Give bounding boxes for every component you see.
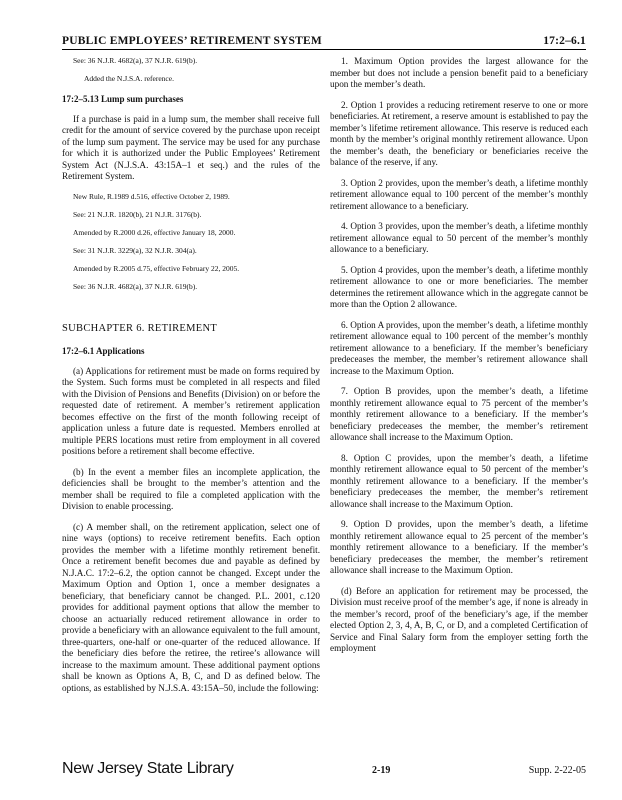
page-footer bbox=[62, 760, 586, 778]
option-a: 6. Option A provides, upon the member’s death, a lifetime monthly retirement allowance equal to 100 percent of the member’s monthly retirement allowance to a beneficiary. If the member’s beneficiary predeceases the member, the member’s retirement allowance shall increase to the Maximum Option. bbox=[330, 319, 588, 376]
paragraph-c: (c) A member shall, on the retirement application, select one of nine ways (options) to receive retirement benefits. Each option provides the member with a lifetime monthly retirement benefit. Once a retirement benefit becomes due and payable as defined by N.J.A.C. 17:2–6.2, the option cannot be changed. Except under the Maximum Option and Option 1, once a member designates a beneficiary, that beneficiary cannot be changed. P.L. 2001, c.120 provides for additional payment options that allow the member to choose an actuarially reduced retirement allowance in order to provide a beneficiary with an allowance equivalent to the full amount, three-quarters, one-half or one-quarter of the reduced allowance. If the beneficiary dies before the retiree, the retiree’s allowance will increase to the maximum amount. These additional payment options shall be known as Options A, B, C, and D as defined below. The options, as established by N.J.S.A. 43:15A–50, include the following: bbox=[62, 521, 320, 693]
subchapter-heading: SUBCHAPTER 6. RETIREMENT bbox=[62, 322, 218, 334]
history-line: New Rule, R.1989 d.516, effective October 2, 1989. bbox=[73, 191, 230, 201]
option-2: 3. Option 2 provides, upon the member’s death, a lifetime monthly retirement allowance equal to 100 percent of the member’s monthly retirement allowance to a beneficiary. bbox=[330, 177, 588, 211]
library-stamp: New Jersey State Library bbox=[62, 760, 234, 777]
paragraph-d: (d) Before an application for retirement may be processed, the Division must receive proof of the member’s age, if none is already in the member’s record, proof of the beneficiary’s age, if the member elected Option 2, 3, 4, A, B, C, or D, and a completed Certification of Service and Final Salary form from the employer setting forth the employment bbox=[330, 585, 588, 653]
history-notes bbox=[62, 192, 320, 291]
option-maximum: 1. Maximum Option provides the largest allowance for the member but does not include a pension benefit paid to a beneficiary upon the member’s death. bbox=[330, 56, 588, 89]
running-header bbox=[62, 35, 586, 50]
option-1: 2. Option 1 provides a reducing retirement reserve to one or more beneficiaries. At retirement, a reserve amount is established to pay the member’s lifetime retirement allowance. This reserve is reduced each month by the member’s original monthly retirement allowance. Upon the member’s death, the beneficiary or beneficiaries receive the balance of the reserve, if any. bbox=[330, 99, 588, 167]
paragraph-a: (a) Applications for retirement must be made on forms required by the System. Such forms must be completed in all respects and filed with the Division of Pensions and Benefits (Division) on or before the requested date of retirement. A member’s retirement application becomes effective on the first of the month following receipt of application unless a future date is requested. Members enrolled at multiple PERS locations must retire from employment in all covered positions before a retirement shall become effective. bbox=[62, 365, 320, 456]
section-5-13-text: If a purchase is paid in a lump sum, the member shall receive full credit for the amount of service covered by the purchase upon receipt of the lump sum payment. The service may be used for any purchase for which it is authorized under the Public Employees’ Retirement System Act (N.J.S.A. 43:15A–1 et seq.) and the rules of the Retirement System. bbox=[62, 113, 320, 181]
section-heading-6-1: 17:2–6.1 Applications bbox=[62, 346, 145, 356]
source-note: See: 36 N.J.R. 4682(a), 37 N.J.R. 619(b). bbox=[73, 56, 198, 65]
history-line: Amended by R.2005 d.75, effective February 22, 2005. bbox=[73, 263, 240, 273]
option-4: 5. Option 4 provides, upon the member’s death, a lifetime monthly retirement allowance to one or more beneficiaries. The member determines the retirement allowance which in the aggregate cannot be more than the Option 2 allowance. bbox=[330, 264, 588, 309]
option-b: 7. Option B provides, upon the member’s death, a lifetime monthly retirement allowance equal to 75 percent of the member’s monthly retirement allowance to a beneficiary. If the member’s beneficiary predeceases the member, the member’s retirement allowance shall increase to the Maximum Option. bbox=[330, 386, 588, 442]
right-column bbox=[330, 56, 588, 664]
page-number: 2-19 bbox=[371, 765, 391, 776]
option-3: 4. Option 3 provides, upon the member’s death, a lifetime monthly retirement allowance equal to 50 percent of the member’s monthly allowance to a beneficiary. bbox=[330, 221, 588, 254]
history-line: See: 36 N.J.R. 4682(a), 37 N.J.R. 619(b). bbox=[73, 281, 198, 291]
header-title: PUBLIC EMPLOYEES’ RETIREMENT SYSTEM bbox=[62, 35, 322, 47]
option-d: 9. Option D provides, upon the member’s death, a lifetime monthly retirement allowance equal to 25 percent of the member’s monthly retirement allowance to a beneficiary. If the member’s beneficiary predeceases the member, the member’s retirement allowance shall increase to the Maximum Option. bbox=[330, 519, 588, 575]
option-c: 8. Option C provides, upon the member’s death, a lifetime monthly retirement allowance equal to 50 percent of the member’s monthly retirement allowance to a beneficiary. If the member’s beneficiary predeceases the member, the member’s retirement allowance shall increase to the Maximum Option. bbox=[330, 452, 588, 509]
history-line: Amended by R.2000 d.26, effective January 18, 2000. bbox=[73, 227, 236, 237]
left-column bbox=[62, 56, 320, 703]
paragraph-b: (b) In the event a member files an incomplete application, the deficiencies shall be brought to the member’s attention and the member shall be required to file a completed application with the Division to enable processing. bbox=[62, 466, 320, 511]
header-section-number: 17:2–6.1 bbox=[543, 35, 586, 47]
supplement-date: Supp. 2-22-05 bbox=[528, 765, 586, 776]
history-line: See: 21 N.J.R. 1820(b), 21 N.J.R. 3176(b). bbox=[73, 209, 202, 219]
top-source-notes bbox=[62, 56, 320, 83]
history-line: See: 31 N.J.R. 3229(a), 32 N.J.R. 304(a). bbox=[73, 245, 197, 255]
section-heading-5-13: 17:2–5.13 Lump sum purchases bbox=[62, 94, 184, 104]
source-note: Added the N.J.S.A. reference. bbox=[84, 74, 174, 83]
